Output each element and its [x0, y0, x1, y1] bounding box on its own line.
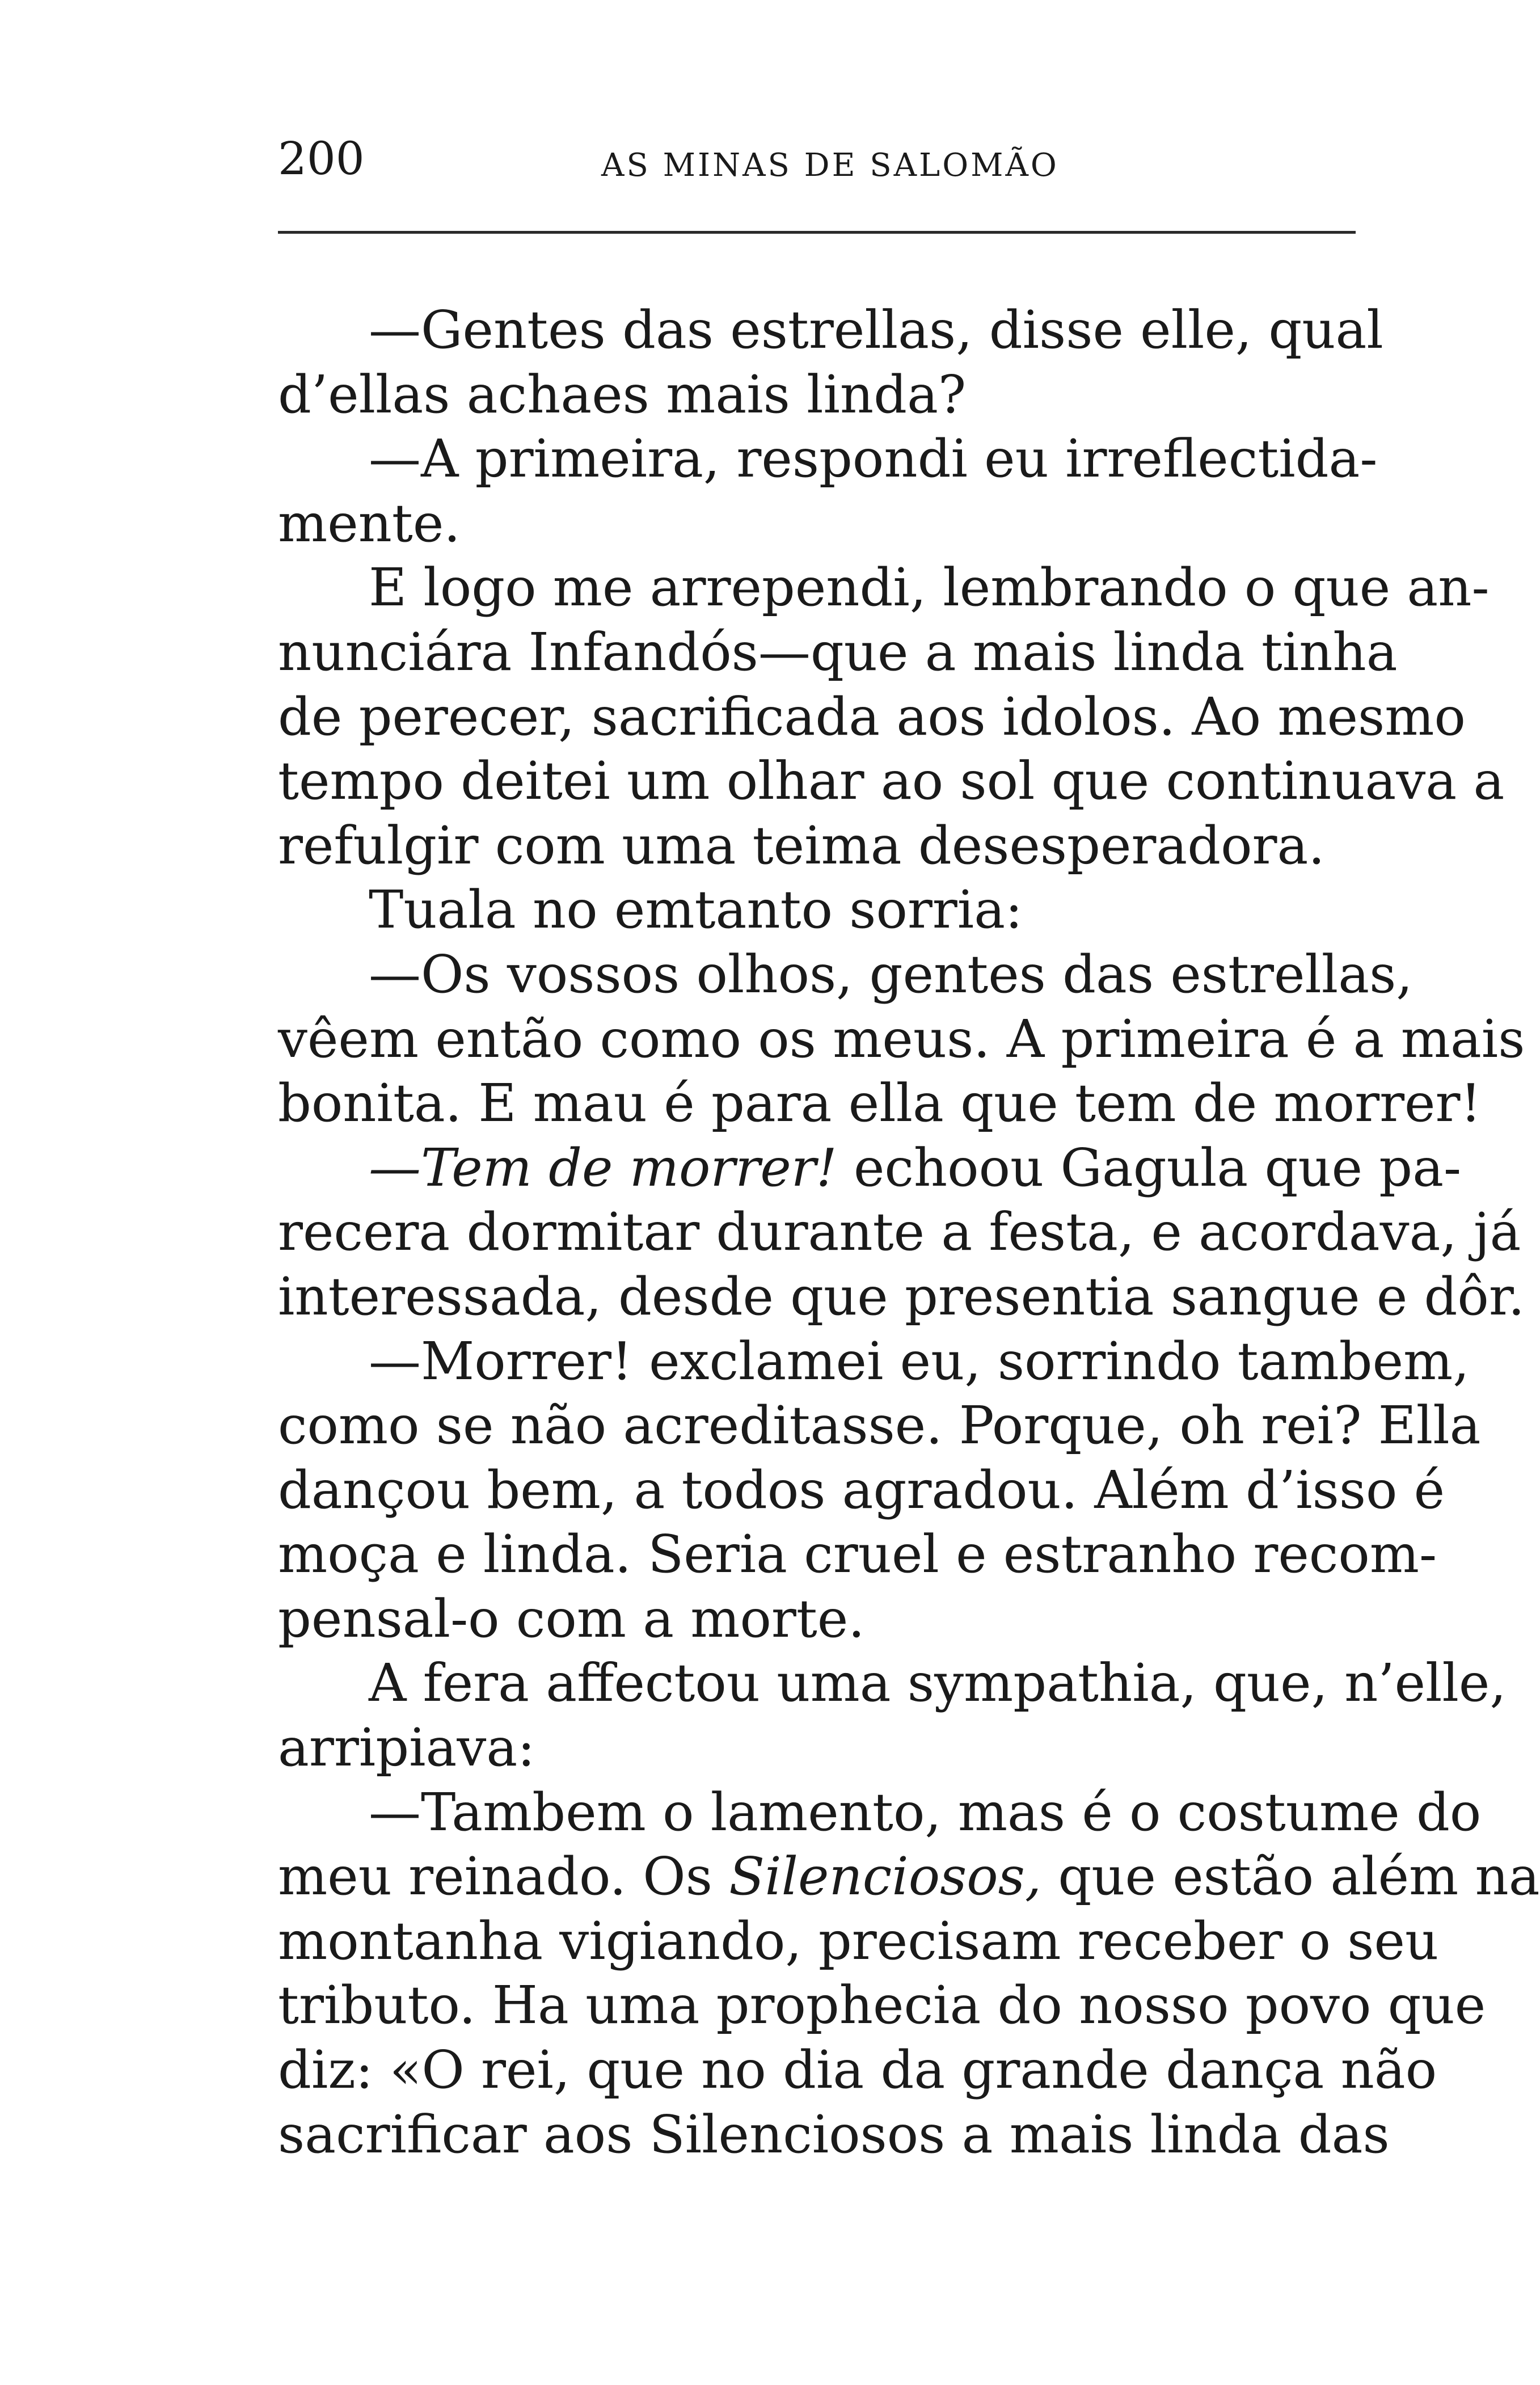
text-run: que estão além na	[1041, 1846, 1540, 1907]
text-line	[278, 1844, 1540, 1909]
text-line: E logo me arrependi, lembrando o que an-	[369, 557, 1490, 618]
text-line: bonita. E mau é para ella que tem de morrer!	[278, 1073, 1482, 1134]
text-line: moça e linda. Seria cruel e estranho recom-	[278, 1524, 1437, 1585]
text-line: —Tambem o lamento, mas é o costume do	[369, 1781, 1482, 1843]
text-line: —Gentes das estrellas, disse elle, qual	[369, 300, 1383, 360]
text-line: mente.	[278, 492, 461, 554]
text-line: de perecer, sacrificada aos idolos. Ao mesmo	[278, 686, 1466, 747]
text-line: A fera affectou uma sympathia, que, n’elle,	[369, 1653, 1507, 1714]
header-rule	[278, 231, 1356, 234]
text-line: interessada, desde que presentia sangue e dôr.	[278, 1266, 1525, 1327]
text-line: pensal-o com a morte.	[278, 1588, 865, 1649]
text-line: como se não acreditasse. Porque, oh rei? Ella	[278, 1395, 1481, 1456]
text-run: echoou Gagula que pa-	[837, 1137, 1462, 1198]
running-title: AS MINAS DE SALOMÃO	[601, 147, 1059, 184]
text-line: Tuala no emtanto sorria:	[369, 879, 1023, 941]
text-line	[278, 1136, 1462, 1200]
text-line: nunciára Infandós—que a mais linda tinha	[278, 621, 1398, 682]
text-line: d’ellas achaes mais linda?	[278, 364, 967, 425]
text-line: —Os vossos olhos, gentes das estrellas,	[369, 943, 1413, 1005]
text-line: —Morrer! exclamei eu, sorrindo tambem,	[369, 1330, 1470, 1392]
body-text	[278, 298, 1540, 2167]
text-line: tributo. Ha uma prophecia do nosso povo que	[278, 1975, 1486, 2036]
italic-text: Silenciosos,	[729, 1846, 1042, 1907]
text-line: refulgir com uma teima desesperadora.	[278, 815, 1325, 876]
text-line: dançou bem, a todos agradou. Além d’isso é	[278, 1459, 1445, 1520]
text-line: arripiava:	[278, 1717, 535, 1779]
text-line: diz: «O rei, que no dia da grande dança não	[278, 2040, 1437, 2101]
text-line: vêem então como os meus. A primeira é a mais	[278, 1008, 1525, 1069]
italic-text: —Tem de morrer!	[369, 1137, 837, 1198]
page-number: 200	[278, 132, 365, 185]
text-line: —A primeira, respondi eu irreflectida-	[369, 428, 1378, 490]
text-run: meu reinado. Os	[278, 1846, 729, 1907]
text-line: recera dormitar durante a festa, e acordava, já	[278, 1202, 1521, 1263]
text-line: tempo deitei um olhar ao sol que continuava a	[278, 751, 1505, 812]
text-line: montanha vigiando, precisam receber o seu	[278, 1910, 1439, 1971]
text-line: sacrificar aos Silenciosos a mais linda das	[278, 2104, 1390, 2165]
